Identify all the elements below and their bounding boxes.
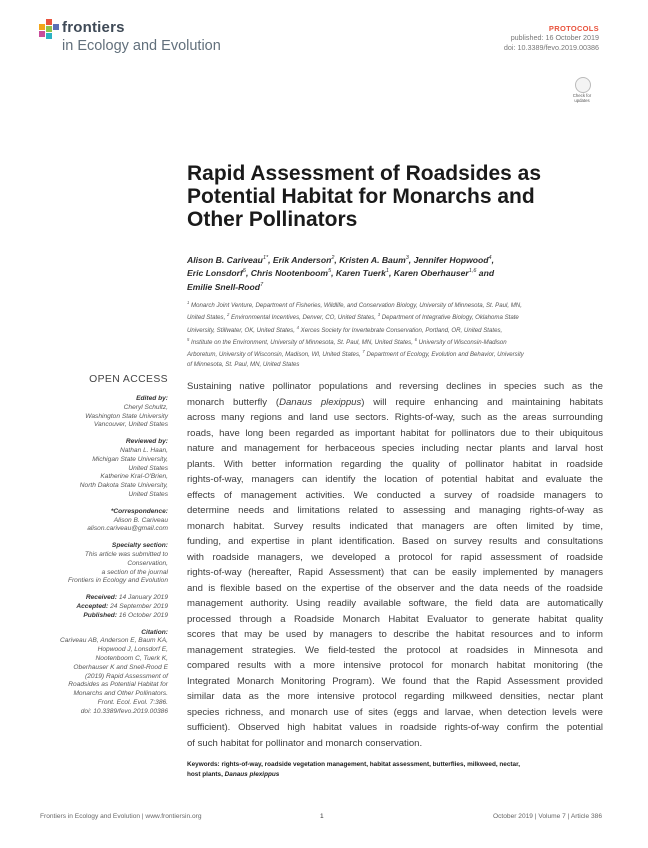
affiliation-sup: 6 bbox=[414, 336, 417, 342]
affiliation-sup: 7 bbox=[362, 349, 365, 355]
abstract-line: processed through a Roadside Monarch Habitat Evaluator to generate habitat quality bbox=[187, 613, 603, 625]
received-date bbox=[40, 594, 168, 603]
author-sup: 2 bbox=[331, 255, 335, 261]
keywords-line bbox=[187, 760, 603, 770]
abstract-line: determine needs and limitations related to assessing and managing rights-of-way as bbox=[187, 505, 603, 516]
accepted-label: Accepted: bbox=[76, 602, 109, 610]
author-sup: 5 bbox=[328, 268, 332, 275]
received-value: 14 January 2019 bbox=[118, 594, 168, 602]
article-meta bbox=[504, 24, 599, 52]
affiliation-sup: 1 bbox=[187, 300, 190, 305]
reviewer-line: Michigan State University, bbox=[92, 455, 168, 463]
abstract-line: sufficient). Observed high habitat values in roadside rights-of-way confirm the potential bbox=[187, 722, 603, 733]
check-updates-icon bbox=[575, 77, 591, 93]
author-sep: , bbox=[491, 254, 494, 265]
citation-line: Hopwood J, Lonsdorf E, bbox=[97, 646, 168, 654]
author-name[interactable]: Erik Anderson bbox=[272, 254, 332, 265]
published-date: published: 16 October 2019 bbox=[510, 33, 599, 43]
author-name[interactable]: Kristen A. Baum bbox=[339, 254, 406, 265]
affiliation-sup: 3 bbox=[377, 312, 381, 318]
affiliation-text: University of Wisconsin-Madison bbox=[418, 339, 507, 347]
journal-name: in Ecology and Evolution bbox=[62, 38, 221, 54]
frontiers-logo[interactable] bbox=[38, 18, 238, 62]
author-sep: and bbox=[476, 268, 495, 279]
affiliation-text: University, Stillwater, OK, United States, bbox=[187, 326, 295, 334]
author-sep: , bbox=[245, 268, 251, 279]
abstract-line: Sustaining native pollinator populations and reversing declines in species such as the bbox=[187, 381, 603, 392]
specialty-line: a section of the journal bbox=[101, 568, 168, 576]
footer-volume: October 2019 | Volume 7 | Article 386 bbox=[493, 813, 602, 820]
author-line bbox=[187, 280, 607, 293]
abstract-line: species richness, and monarch use of sites (eggs and larvae, when detection levels were bbox=[187, 706, 603, 718]
dates-section bbox=[40, 594, 168, 620]
affiliation-line bbox=[187, 360, 607, 369]
affiliation-line bbox=[187, 347, 607, 359]
abstract-line: rights-of-way (hereafter, Rapid Assessment) that can be easily implemented by managers bbox=[187, 567, 603, 578]
affiliation-line bbox=[187, 298, 607, 310]
citation-line: Roadsides as Potential Habitat for bbox=[68, 681, 168, 689]
abstract-line: monarch butterfly (Danaus plexippus) will require enhancing and maintaining habitats bbox=[187, 396, 603, 408]
author-name[interactable]: Karen Tuerk bbox=[335, 268, 386, 279]
citation-section bbox=[40, 629, 168, 717]
citation-line: Front. Ecol. Evol. 7:386. bbox=[97, 698, 168, 706]
article-info-sidebar bbox=[40, 374, 168, 725]
author-sep: , bbox=[268, 254, 273, 265]
published-value: 16 October 2019 bbox=[118, 611, 168, 619]
published-date-sidebar bbox=[40, 612, 168, 621]
editor-line: Cheryl Schultz, bbox=[123, 403, 168, 411]
abstract-line: monarch habitat. Survey results indicated that managers are often limited by time, bbox=[187, 520, 603, 532]
abstract-line: plants. With better information regarding the quality of pollinator habitat in roadside bbox=[187, 458, 603, 470]
author-sep: , bbox=[334, 254, 340, 265]
affiliation-text: Institute on the Environment, University of Minnesota, St. Paul, MN, United States, bbox=[191, 339, 413, 347]
author-name[interactable]: Chris Nootenboom bbox=[250, 268, 329, 279]
abstract-line: Integrated Monarch Monitoring Program). We found that the Rapid Assessment provided bbox=[187, 675, 603, 687]
logo-wordmark: frontiers bbox=[62, 19, 125, 36]
correspondence-email[interactable]: alison.cariveau@gmail.com bbox=[87, 525, 168, 533]
affiliation-text: Department of Integrative Biology, Oklahoma State bbox=[381, 314, 519, 322]
affiliation-text: United States, bbox=[187, 314, 226, 322]
abstract-line: roads, have long been regarded as important habitat for pollinators due to their ubiquitous bbox=[187, 427, 603, 439]
abstract-line: compared results with a more intensive protocol for monarch habitat monitoring (the bbox=[187, 660, 603, 671]
page-footer bbox=[40, 813, 602, 827]
citation-line: Cariveau AB, Anderson E, Baum KA, bbox=[60, 637, 168, 645]
affiliation-line bbox=[187, 323, 607, 335]
citation-label: Citation: bbox=[141, 628, 168, 636]
affiliations bbox=[187, 298, 607, 369]
author-list bbox=[187, 253, 607, 293]
editor-line: Vancouver, United States bbox=[93, 421, 168, 429]
title-line: Other Pollinators bbox=[187, 208, 358, 231]
keywords-text: host plants, bbox=[187, 771, 223, 778]
abstract-line: similar data as the more intensive protocol regarding milkweed densities, nectar plant bbox=[187, 691, 603, 702]
keywords bbox=[187, 760, 603, 780]
author-sup: 1,6 bbox=[468, 268, 477, 275]
affiliation-sup: 5 bbox=[187, 336, 190, 342]
keywords-line bbox=[187, 770, 603, 780]
abstract-line: nature and management for herbaceous species including nectar plants and larval host bbox=[187, 443, 603, 454]
keywords-text: rights-of-way, roadside vegetation management, habitat assessment, butterflies, milkweed, nectar, bbox=[221, 761, 521, 768]
citation-line: (2019) Rapid Assessment of bbox=[85, 672, 168, 680]
accepted-date bbox=[40, 603, 168, 612]
received-label: Received: bbox=[85, 594, 118, 602]
affiliation-text: of Minnesota, St. Paul, MN, United States bbox=[187, 360, 300, 368]
author-name[interactable]: Karen Oberhauser bbox=[393, 268, 469, 279]
page-number: 1 bbox=[320, 813, 324, 820]
specialty-line: Frontiers in Ecology and Evolution bbox=[67, 577, 168, 585]
affiliation-line bbox=[187, 310, 607, 322]
affiliation-text: Environmental Incentives, Denver, CO, United States, bbox=[231, 314, 376, 322]
affiliation-line bbox=[187, 335, 607, 347]
abstract-line: of such habitat for pollinator and monarch conservation. bbox=[187, 737, 423, 749]
author-sup: 4 bbox=[488, 255, 492, 261]
abstract-line: and is flexible based on the expertise of the observer and the data needs of the roadside bbox=[187, 582, 603, 594]
author-sup: 5 bbox=[242, 268, 246, 275]
author-name[interactable]: Emilie Snell-Rood bbox=[187, 281, 261, 292]
editor-line: Washington State University bbox=[85, 412, 168, 420]
citation-line: Monarchs and Other Pollinators. bbox=[73, 690, 168, 698]
author-sep: , bbox=[331, 268, 336, 279]
affiliation-text: Arboretum, University of Wisconsin, Madison, WI, United States, bbox=[187, 351, 361, 359]
author-sup: 7 bbox=[260, 281, 264, 288]
specialty-label: Specialty section: bbox=[111, 542, 168, 550]
affiliation-sup: 2 bbox=[226, 312, 230, 318]
specialty-line: Conservation, bbox=[127, 559, 168, 567]
check-for-updates-button[interactable] bbox=[566, 76, 598, 108]
specialty-line: This article was submitted to bbox=[84, 550, 168, 558]
doi-link[interactable]: doi: 10.3389/fevo.2019.00386 bbox=[503, 42, 599, 52]
edited-by-section bbox=[40, 395, 168, 430]
reviewer-line: Katherine Kral-O'Brien, bbox=[100, 473, 168, 481]
keywords-label: Keywords: bbox=[187, 761, 220, 768]
reviewer-line: United States bbox=[128, 490, 168, 498]
author-name[interactable]: Jennifer Hopwood bbox=[413, 254, 489, 265]
correspondence-label: *Correspondence: bbox=[110, 507, 168, 515]
title-line: Rapid Assessment of Roadsides as bbox=[187, 162, 542, 185]
correspondence-name: Alison B. Cariveau bbox=[113, 516, 168, 524]
affiliation-text: Monarch Joint Venture, Department of Fisheries, Wildlife, and Conservation Biology, University of Minnesota, St. Paul, MN, bbox=[191, 302, 522, 310]
reviewed-by-section bbox=[40, 438, 168, 500]
open-access-label: OPEN ACCESS bbox=[89, 374, 168, 385]
abstract-line: management strategies. We field-tested the protocol at roadsides in Minnesota and bbox=[187, 644, 603, 656]
author-line bbox=[187, 266, 607, 279]
article-title bbox=[187, 162, 607, 231]
abstract-line: scores that may be used by managers to describe the habitat resources and to inform bbox=[187, 629, 603, 640]
abstract-line: rights-of-way, managers can identify the location of potential habitat and evaluate the bbox=[187, 474, 603, 485]
check-updates-label: Check for updates bbox=[572, 93, 592, 103]
author-name[interactable]: Alison B. Cariveau bbox=[187, 254, 263, 265]
article-type: PROTOCOLS bbox=[548, 24, 599, 33]
frontiers-logo-icon bbox=[38, 18, 60, 42]
specialty-section bbox=[40, 542, 168, 586]
published-label: Published: bbox=[83, 611, 118, 619]
abstract-line: with roadside managers, we developed a protocol for rapid assessment of roadside bbox=[187, 551, 603, 563]
edited-by-label: Edited by: bbox=[136, 395, 168, 402]
author-name[interactable]: Eric Lonsdorf bbox=[187, 268, 243, 279]
author-sup: 1* bbox=[262, 255, 269, 261]
abstract bbox=[187, 379, 603, 751]
reviewer-line: United States bbox=[128, 464, 168, 472]
reviewed-by-label: Reviewed by: bbox=[125, 438, 168, 446]
reviewer-line: Nathan L. Haan, bbox=[119, 446, 168, 454]
citation-line: Oberhauser K and Snell-Rood E bbox=[73, 663, 168, 671]
author-sup: 3 bbox=[405, 255, 409, 261]
abstract-line: effects of management activities. We conducted a survey of roadside managers to bbox=[187, 489, 603, 501]
accepted-value: 24 September 2019 bbox=[110, 602, 168, 610]
author-sep: , bbox=[408, 254, 414, 265]
author-line bbox=[187, 253, 607, 266]
footer-journal-link[interactable]: Frontiers in Ecology and Evolution | www.frontiersin.org bbox=[40, 813, 202, 820]
abstract-line: management authority. Using readily available software, the field data are automatically bbox=[187, 598, 603, 609]
citation-line: Nootenboom C, Tuerk K, bbox=[95, 654, 168, 662]
correspondence-section bbox=[40, 508, 168, 534]
affiliation-text: Xerces Society for Invertebrate Conservation, Portland, OR, United States, bbox=[300, 326, 503, 334]
keywords-species: Danaus plexippus bbox=[224, 771, 280, 778]
citation-doi[interactable]: doi: 10.3389/fevo.2019.00386 bbox=[80, 707, 168, 715]
abstract-line: across many regions and land use sectors. Rights-of-way, such as the areas surrounding bbox=[187, 412, 603, 423]
abstract-line: funding, and expertise in plant identification. Based on survey results and consultations bbox=[187, 536, 603, 547]
author-sup: 1 bbox=[385, 268, 389, 275]
author-sep: , bbox=[388, 268, 394, 279]
reviewer-line: North Dakota State University, bbox=[79, 482, 168, 490]
title-line: Potential Habitat for Monarchs and bbox=[187, 185, 535, 208]
affiliation-sup: 4 bbox=[296, 324, 299, 330]
affiliation-text: Department of Ecology, Evolution and Behavior, University bbox=[366, 351, 524, 359]
